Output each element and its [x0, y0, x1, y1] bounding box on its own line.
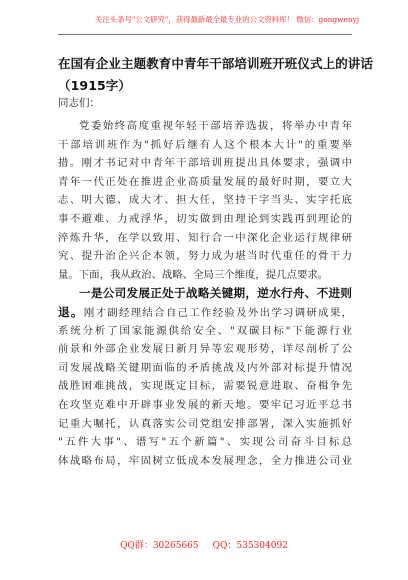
header-banner: 关注头条号"公文研究"，获得最新最全最专业的公文资料库！ 微信：gongwenyj — [95, 15, 360, 24]
qq-number: QQ：535304092 — [212, 541, 288, 551]
footer-contact — [0, 540, 408, 552]
body-line: 体战略布局，牢固树立低成本发展理念，全力推进公司业 — [58, 454, 352, 467]
section-heading: 一是公司发展正处于战略关键期，逆水行舟、不进则 — [79, 286, 352, 301]
body-line-text: 刚才副经理结合自己工作经验及外出学习调研成果， — [83, 306, 352, 319]
body-line: 淬炼升华，在学以致用、知行合一中深化企业运行规律研 — [58, 231, 352, 244]
body-line: 干部培训班作为"抓好后继有人这个根本大计"的重要举 — [58, 138, 352, 151]
body-line: 在攻坚克难中开辟事业发展的新天地。要牢记习近平总书 — [58, 398, 352, 411]
body-line: 司发展战略关键期面临的矛盾挑战及内外部对标提升情况 — [58, 361, 352, 374]
document-body — [58, 117, 352, 470]
body-line: 记重大嘱托，认真落实公司党组安排部署，深入实施抓好 — [58, 417, 352, 430]
body-line: 量。下面，我从政治、战略、全局三个维度，提几点要求。 — [58, 268, 329, 281]
body-line: 战胜困难挑战，实现既定目标，需要锐意进取、奋楫争先 — [58, 380, 352, 393]
body-line: 事不避难、力戒浮华，切实做到由理论到实践再到理论的 — [58, 212, 352, 225]
section-heading-end: 退。 — [58, 304, 84, 319]
body-line: 系统分析了国家能源供给安全、"双碳目标"下能源行业 — [58, 324, 352, 337]
body-line — [58, 303, 352, 322]
salutation: 同志们： — [58, 97, 100, 109]
body-line: 措。刚才书记对中青年干部培训班提出具体要求，强调中 — [58, 157, 352, 170]
body-line: 青年一代正处在推进企业高质量发展的最好时期，要立大 — [58, 175, 352, 188]
body-line: "五件大事"、谱写"五个新篇"、实现公司奋斗目标总 — [58, 436, 352, 449]
title-word-count: （1915字） — [58, 78, 131, 93]
qq-group-number: QQ群：30265665 — [120, 541, 199, 551]
header-divider — [58, 34, 352, 35]
body-line: 志、明大德、成大才、担大任，坚持干字当头、实字托底 — [58, 194, 352, 207]
title-line: 在国有企业主题教育中青年干部培训班开班仪式上的讲话 — [58, 56, 374, 71]
document-title — [58, 53, 374, 97]
body-line: 前景和外部企业发展日新月异等宏观形势，详尽剖析了公 — [58, 343, 352, 356]
body-line: 党委始终高度重视年轻干部培养选拔，将举办中青年 — [79, 120, 352, 132]
body-line: 究、提升治企兴企本领，努力成为堪当时代重任的骨干力 — [58, 250, 352, 263]
